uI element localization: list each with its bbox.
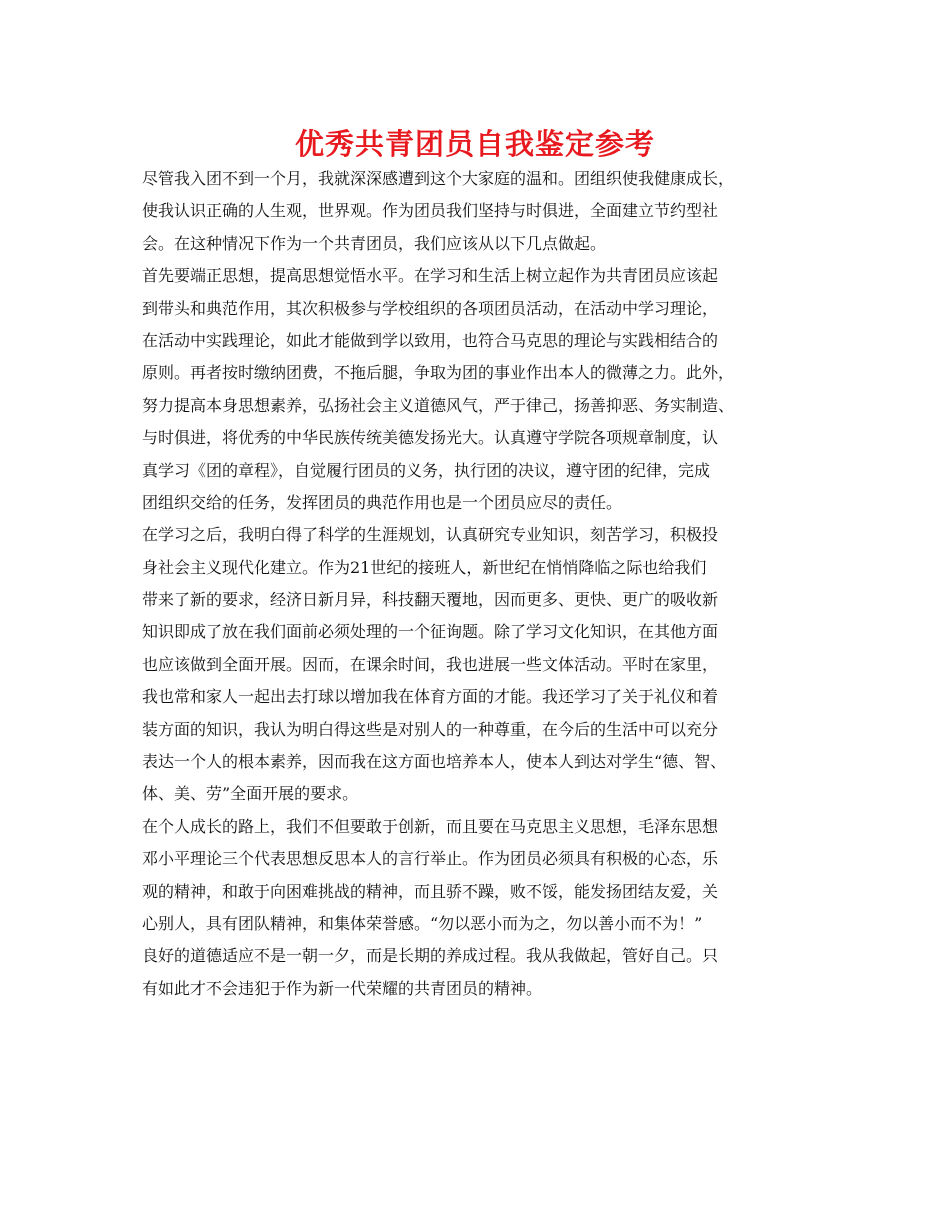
text-line: 尽管我入团不到一个月，我就深深感遭到这个大家庭的温和。团组织使我健康成长， xyxy=(142,169,735,188)
text-line: 观的精神，和敢于向困难挑战的精神，而且骄不躁，败不馁，能发扬团结友爱，关 xyxy=(142,881,719,901)
text-line: 到带头和典范作用，其次积极参与学校组织的各项团员活动，在活动中学习理论， xyxy=(142,298,719,318)
text-line: 装方面的知识，我认为明白得这些是对别人的一种尊重，在今后的生活中可以充分 xyxy=(142,719,719,739)
text-line: 团组织交给的任务，发挥团员的典范作用也是一个团员应尽的责任。 xyxy=(142,492,623,512)
text-line: 会。在这种情况下作为一个共青团员，我们应该从以下几点做起。 xyxy=(142,233,607,253)
text-line: 也应该做到全面开展。因而，在课余时间，我也进展一些文体活动。平时在家里， xyxy=(142,654,719,674)
document-body xyxy=(142,163,814,1005)
text-line: 首先要端正思想，提高思想觉悟水平。在学习和生活上树立起作为共青团员应该起 xyxy=(142,266,719,286)
text-line: 使我认识正确的人生观，世界观。作为团员我们坚持与时俱进，全面建立节约型社 xyxy=(142,201,719,221)
text-line: 邓小平理论三个代表思想反思本人的言行举止。作为团员必须具有积极的心态，乐 xyxy=(142,849,719,869)
text-line: 身社会主义现代化建立。作为21世纪的接班人，新世纪在悄悄降临之际也给我们 xyxy=(142,557,707,577)
text-line: 在学习之后，我明白得了科学的生涯规划，认真研究专业知识，刻苦学习，积极投 xyxy=(142,525,719,545)
text-line: 表达一个人的根本素养，因而我在这方面也培养本人，使本人到达对学生“德、智、 xyxy=(142,752,727,772)
text-line: 我也常和家人一起出去打球以增加我在体育方面的才能。我还学习了关于礼仪和着 xyxy=(142,687,719,707)
text-line: 心别人，具有团队精神，和集体荣誉感。“勿以恶小而为之，勿以善小而不为！” xyxy=(142,913,703,933)
text-line: 在个人成长的路上，我们不但要敢于创新，而且要在马克思主义思想，毛泽东思想 xyxy=(142,816,719,836)
text-line: 体、美、劳”全面开展的要求。 xyxy=(142,784,359,804)
text-line: 有如此才不会违犯于作为新一代荣耀的共青团员的精神。 xyxy=(142,978,543,998)
text-line: 真学习《团的章程》，自觉履行团员的义务，执行团的决议，遵守团的纪律，完成 xyxy=(142,460,711,480)
text-line: 原则。再者按时缴纳团费，不拖后腿，争取为团的事业作出本人的微薄之力。此外， xyxy=(142,363,735,383)
text-line: 在活动中实践理论，如此才能做到学以致用，也符合马克思的理论与实践相结合的 xyxy=(142,330,719,350)
document-title: 优秀共青团员自我鉴定参考 xyxy=(294,127,655,161)
text-line: 努力提高本身思想素养，弘扬社会主义道德风气，严于律己，扬善抑恶、务实制造、 xyxy=(142,395,735,415)
text-line: 良好的道德适应不是一朝一夕，而是长期的养成过程。我从我做起，管好自己。只 xyxy=(142,946,719,966)
text-line: 与时俱进，将优秀的中华民族传统美德发扬光大。认真遵守学院各项规章制度，认 xyxy=(142,428,719,448)
text-line: 知识即成了放在我们面前必须处理的一个征询题。除了学习文化知识，在其他方面 xyxy=(142,622,719,642)
text-line: 带来了新的要求，经济日新月异，科技翻天覆地，因而更多、更快、更广的吸收新 xyxy=(142,590,719,610)
